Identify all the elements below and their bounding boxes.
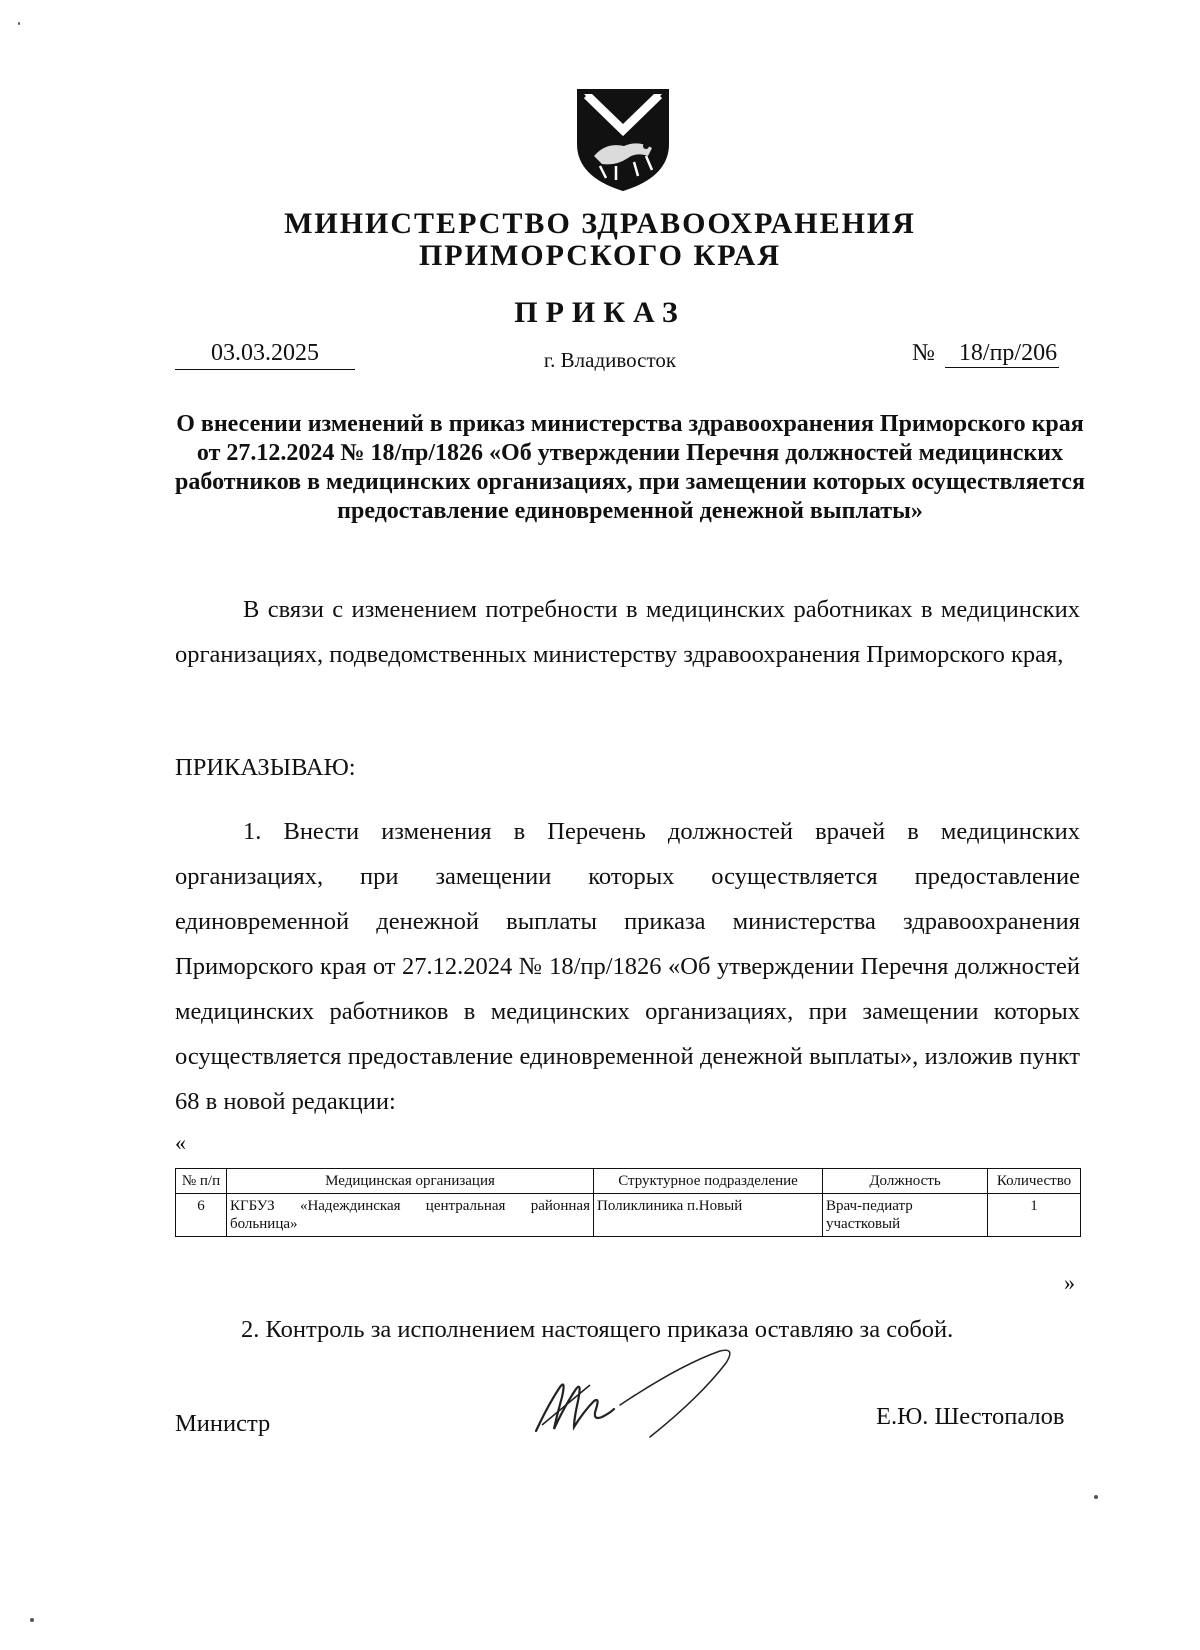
scan-speck (1094, 1495, 1098, 1499)
cell-position: Врач-педиатр участковый (823, 1194, 988, 1237)
signer-title: Министр (175, 1410, 271, 1437)
header-unit: Структурное подразделение (594, 1169, 823, 1194)
order-word: ПРИКАЗЫВАЮ: (175, 754, 356, 781)
cell-num: 6 (176, 1194, 227, 1237)
document-type: ПРИКАЗ (514, 296, 686, 329)
document-number: 18/пр/206 (945, 340, 1059, 368)
coat-of-arms-icon (576, 86, 670, 192)
table-header-row (176, 1169, 1081, 1194)
quote-open: « (175, 1130, 186, 1155)
positions-table (175, 1168, 1081, 1237)
ministry-name-line1: МИНИСТЕРСТВО ЗДРАВООХРАНЕНИЯ (284, 207, 916, 240)
header-qty: Количество (988, 1169, 1081, 1194)
preamble-paragraph: В связи с изменением потребности в медицинских работниках в медицинских организациях, подведомственных министерству здравоохранения Приморского края, (175, 596, 1080, 668)
header-num: № п/п (176, 1169, 227, 1194)
header-position: Должность (823, 1169, 988, 1194)
document-subject: О внесении изменений в приказ министерства здравоохранения Приморского края от 27.12.2024 № 18/пр/1826 «Об утверждении Перечня должностей медицинских работников в медицинских организациях, при замещении которых осуществляется предоставление единовременной денежной выплаты» (175, 411, 1085, 524)
signer-name: Е.Ю. Шестопалов (876, 1403, 1065, 1430)
scan-speck (30, 1618, 34, 1622)
document-date: 03.03.2025 (175, 340, 355, 370)
scan-speck (18, 22, 20, 25)
number-sign: № (912, 340, 935, 366)
cell-org: КГБУЗ «Надеждинская центральная районная больница» (227, 1194, 594, 1237)
handwritten-signature (530, 1345, 760, 1445)
item-1-paragraph: 1. Внести изменения в Перечень должностей врачей в медицинских организациях, при замещении которых осуществляется предоставление единовременной денежной выплаты приказа министерства здравоохранения Приморского края от 27.12.2024 № 18/пр/1826 «Об утверждении Перечня должностей медицинских работников в медицинских организациях, при замещении которых осуществляется предоставление единовременной денежной выплаты», изложив пункт 68 в новой редакции: (175, 818, 1080, 1115)
cell-unit: Поликлиника п.Новый (594, 1194, 823, 1237)
document-number-block (912, 340, 1059, 367)
document-city: г. Владивосток (543, 348, 677, 372)
cell-qty: 1 (988, 1194, 1081, 1237)
ministry-name-line2: ПРИМОРСКОГО КРАЯ (418, 239, 782, 272)
item-2-paragraph: 2. Контроль за исполнением настоящего приказа оставляю за собой. (241, 1316, 954, 1343)
quote-close: » (1064, 1270, 1075, 1295)
header-org: Медицинская организация (227, 1169, 594, 1194)
table-row (176, 1194, 1081, 1237)
